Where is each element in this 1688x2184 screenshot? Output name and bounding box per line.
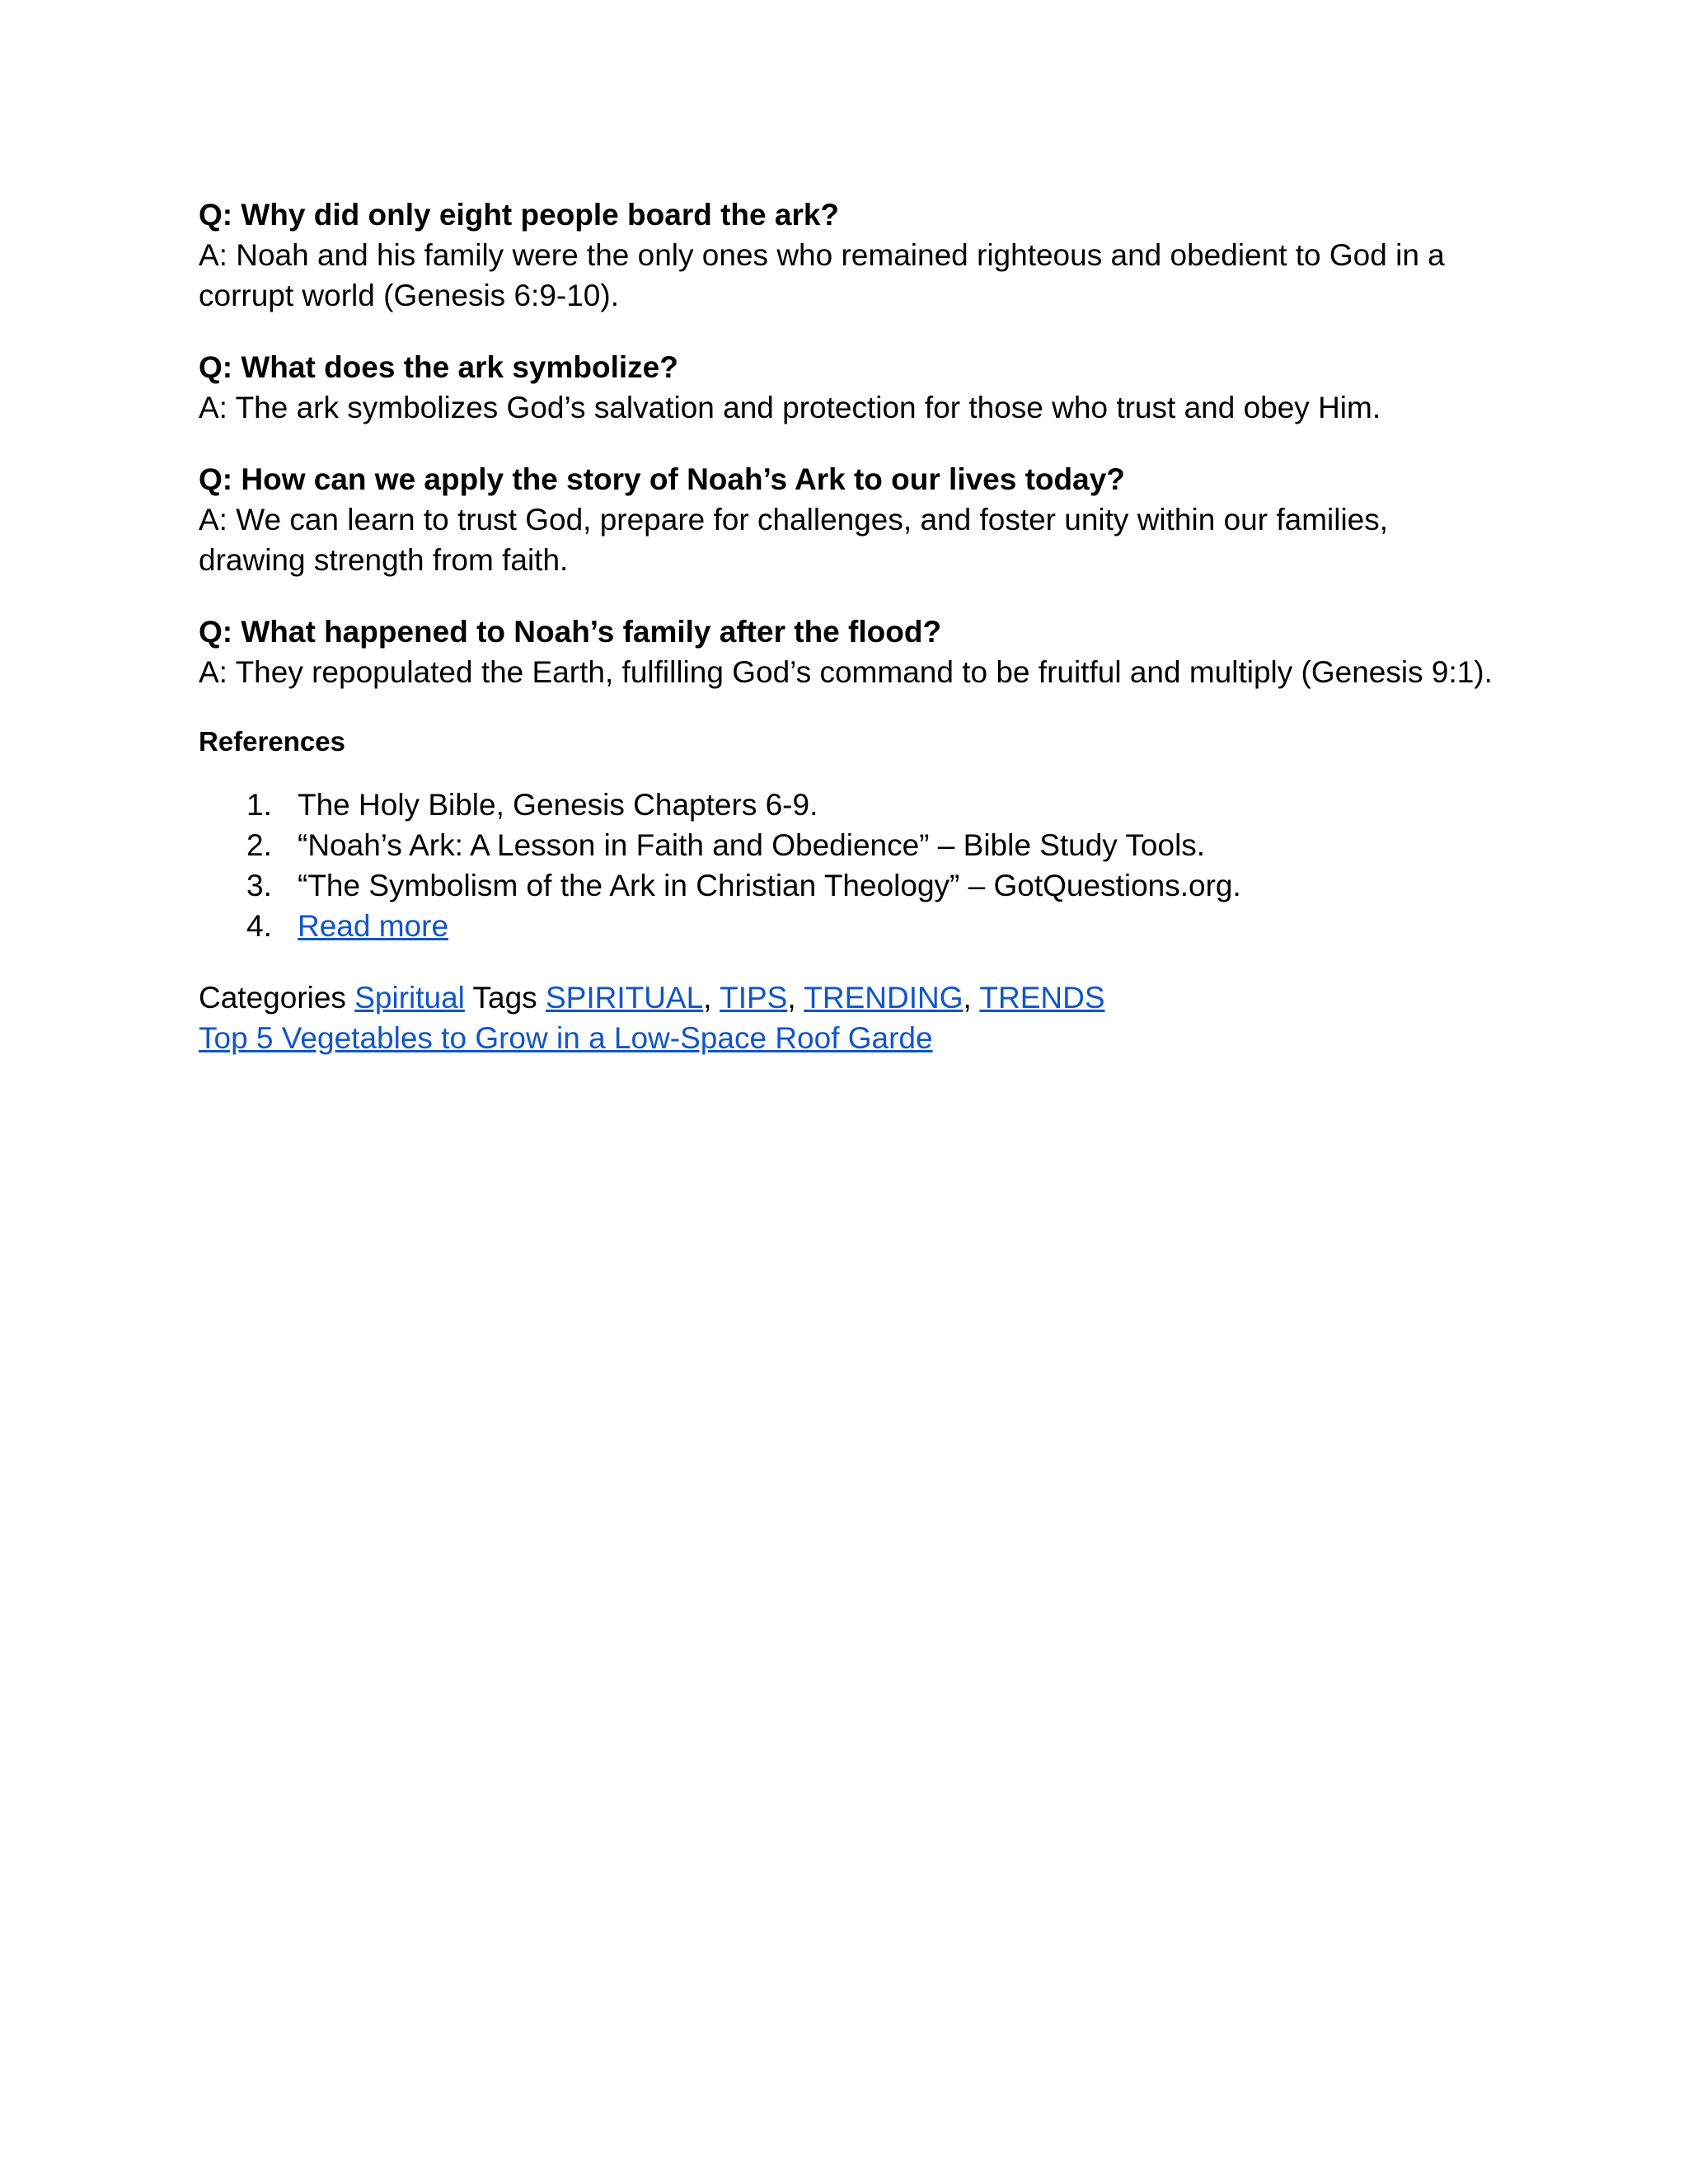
faq-item	[199, 459, 1501, 580]
faq-answer: A: Noah and his family were the only ones who remained righteous and obedient to God in a corrupt world (Genesis 6:9-10).	[199, 238, 1445, 312]
reference-text: The Holy Bible, Genesis Chapters 6-9.	[298, 788, 818, 822]
reference-item	[199, 865, 1501, 906]
tag-separator: ,	[703, 981, 712, 1015]
references-heading: References	[199, 726, 345, 757]
faq-item	[199, 612, 1501, 692]
reference-item	[199, 785, 1501, 825]
reference-number: 1.	[246, 788, 272, 822]
faq-question: Q: Why did only eight people board the ark?	[199, 198, 840, 232]
reference-text: “Noah’s Ark: A Lesson in Faith and Obedience” – Bible Study Tools.	[298, 828, 1206, 862]
reference-item	[199, 906, 1501, 946]
faq-question: Q: What does the ark symbolize?	[199, 350, 678, 384]
tag-link-trending[interactable]: TRENDING	[804, 981, 964, 1015]
faq-item	[199, 347, 1501, 428]
reference-item	[199, 825, 1501, 865]
tag-separator: ,	[963, 981, 972, 1015]
tag-link-tips[interactable]: TIPS	[720, 981, 788, 1015]
faq-question: Q: What happened to Noah’s family after the flood?	[199, 615, 942, 649]
tag-separator: ,	[787, 981, 796, 1015]
tag-link-spiritual[interactable]: SPIRITUAL	[545, 981, 704, 1015]
category-link-spiritual[interactable]: Spiritual	[354, 981, 465, 1015]
post-taxonomy	[199, 977, 1501, 1018]
tags-label: Tags	[472, 981, 537, 1015]
tag-link-trends[interactable]: TRENDS	[979, 981, 1105, 1015]
categories-label: Categories	[199, 981, 346, 1015]
reference-text: “The Symbolism of the Ark in Christian Theology” – GotQuestions.org.	[298, 869, 1241, 902]
next-post	[199, 1018, 1501, 1058]
document-page	[199, 194, 1501, 1058]
faq-answer: A: The ark symbolizes God’s salvation and protection for those who trust and obey Him.	[199, 391, 1381, 424]
reference-number: 4.	[246, 909, 272, 943]
faq-answer: A: They repopulated the Earth, fulfilling God’s command to be fruitful and multiply (Genesis 9:1).	[199, 655, 1493, 689]
references-list	[199, 785, 1501, 946]
reference-number: 3.	[246, 869, 272, 902]
faq-item	[199, 194, 1501, 316]
faq-answer: A: We can learn to trust God, prepare for challenges, and foster unity within our families, drawing strength from faith.	[199, 503, 1389, 577]
read-more-link[interactable]: Read more	[298, 909, 449, 943]
faq-question: Q: How can we apply the story of Noah’s Ark to our lives today?	[199, 462, 1125, 496]
reference-number: 2.	[246, 828, 272, 862]
next-post-link[interactable]: Top 5 Vegetables to Grow in a Low-Space Roof Garde	[199, 1021, 933, 1055]
